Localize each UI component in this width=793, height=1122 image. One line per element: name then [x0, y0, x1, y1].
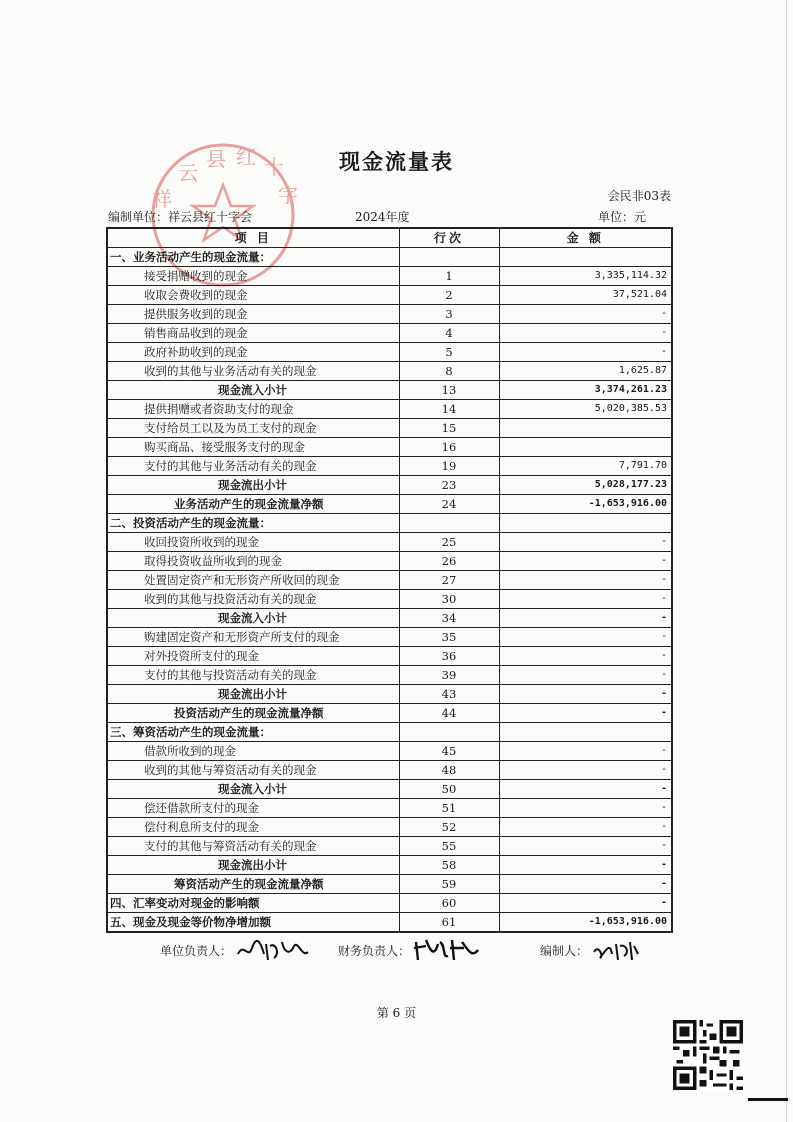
row-item: 收回投资所收到的现金: [107, 533, 399, 552]
row-amount: -: [499, 780, 672, 799]
table-row: [107, 742, 672, 761]
table-row: [107, 552, 672, 571]
report-year: 2024年度: [355, 210, 410, 224]
row-line-number: 8: [399, 362, 499, 381]
row-item: 提供服务收到的现金: [107, 305, 399, 324]
row-amount: [499, 723, 672, 742]
row-item: 收到的其他与筹资活动有关的现金: [107, 761, 399, 780]
table-row: [107, 856, 672, 875]
row-item: 现金流出小计: [107, 476, 399, 495]
document-title: 现金流量表: [339, 149, 454, 174]
svg-text:云: 云: [178, 161, 198, 185]
row-item: 三、筹资活动产生的现金流量：: [107, 723, 399, 742]
row-line-number: 19: [399, 457, 499, 476]
table-row: [107, 799, 672, 818]
row-amount: -: [499, 818, 672, 837]
row-line-number: 26: [399, 552, 499, 571]
svg-text:字: 字: [278, 183, 298, 207]
row-item: 偿还借款所支付的现金: [107, 799, 399, 818]
row-item: 收到的其他与业务活动有关的现金: [107, 362, 399, 381]
table-row: [107, 400, 672, 419]
row-amount: -: [499, 875, 672, 894]
row-line-number: 61: [399, 913, 499, 933]
preparer-label: 编制人：: [540, 943, 589, 958]
table-row: [107, 438, 672, 457]
table-row: [107, 381, 672, 400]
row-amount: -: [499, 571, 672, 590]
table-row: [107, 248, 672, 267]
row-line-number: [399, 723, 499, 742]
row-item: 购建固定资产和无形资产所支付的现金: [107, 628, 399, 647]
row-amount: 5,020,385.53: [499, 400, 672, 419]
table-row: [107, 704, 672, 723]
table-row: [107, 514, 672, 533]
row-item: 四、汇率变动对现金的影响额: [107, 894, 399, 913]
table-row: [107, 875, 672, 894]
table-row: [107, 666, 672, 685]
row-item: 借款所收到的现金: [107, 742, 399, 761]
cash-flow-table: [106, 227, 673, 933]
row-line-number: 50: [399, 780, 499, 799]
qr-code: [673, 1020, 743, 1090]
row-item: 现金流出小计: [107, 856, 399, 875]
table-row: [107, 837, 672, 856]
row-line-number: 55: [399, 837, 499, 856]
unit-head-handwritten-signature: [234, 936, 314, 964]
row-line-number: [399, 248, 499, 267]
row-amount: 37,521.04: [499, 286, 672, 305]
table-row: [107, 571, 672, 590]
row-amount: 3,335,114.32: [499, 267, 672, 286]
row-line-number: 51: [399, 799, 499, 818]
row-line-number: 14: [399, 400, 499, 419]
row-item: 购买商品、接受服务支付的现金: [107, 438, 399, 457]
row-amount: -: [499, 856, 672, 875]
svg-text:县: 县: [206, 147, 226, 171]
row-item: 接受捐赠收到的现金: [107, 267, 399, 286]
row-amount: -: [499, 552, 672, 571]
table-row: [107, 590, 672, 609]
table-row: [107, 685, 672, 704]
row-line-number: 27: [399, 571, 499, 590]
row-item: 政府补助收到的现金: [107, 343, 399, 362]
preparer-signature: [540, 936, 640, 964]
table-row: [107, 362, 672, 381]
row-line-number: 44: [399, 704, 499, 723]
row-amount: -: [499, 343, 672, 362]
row-amount: -: [499, 647, 672, 666]
row-line-number: 39: [399, 666, 499, 685]
table-row: [107, 457, 672, 476]
row-line-number: 2: [399, 286, 499, 305]
row-item: 现金流入小计: [107, 780, 399, 799]
row-line-number: 48: [399, 761, 499, 780]
row-amount: [499, 419, 672, 438]
row-amount: -: [499, 742, 672, 761]
row-item: 处置固定资产和无形资产所收回的现金: [107, 571, 399, 590]
row-item: 现金流入小计: [107, 609, 399, 628]
table-row: [107, 609, 672, 628]
row-amount: 7,791.70: [499, 457, 672, 476]
row-line-number: 16: [399, 438, 499, 457]
row-item: 筹资活动产生的现金流量净额: [107, 875, 399, 894]
row-item: 取得投资收益所收到的现金: [107, 552, 399, 571]
row-item: 销售商品收到的现金: [107, 324, 399, 343]
table-row: [107, 818, 672, 837]
row-line-number: 24: [399, 495, 499, 514]
row-line-number: 3: [399, 305, 499, 324]
row-line-number: 34: [399, 609, 499, 628]
table-row: [107, 647, 672, 666]
row-amount: -: [499, 761, 672, 780]
row-amount: 1,625.87: [499, 362, 672, 381]
row-amount: -: [499, 837, 672, 856]
row-amount: [499, 514, 672, 533]
svg-text:十: 十: [264, 155, 284, 179]
page-number: 第 6 页: [376, 1006, 417, 1020]
row-item: 支付给员工以及为员工支付的现金: [107, 419, 399, 438]
row-item: 支付的其他与业务活动有关的现金: [107, 457, 399, 476]
reporting-unit: 编制单位：祥云县红十字会: [108, 210, 253, 224]
form-code: 会民非03表: [607, 189, 671, 203]
row-item: 五、现金及现金等价物净增加额: [107, 913, 399, 933]
row-item: 支付的其他与投资活动有关的现金: [107, 666, 399, 685]
unit-head-signature: [160, 936, 314, 964]
row-item: 现金流入小计: [107, 381, 399, 400]
row-amount: -1,653,916.00: [499, 913, 672, 933]
row-item: 一、业务活动产生的现金流量：: [107, 248, 399, 267]
svg-text:红: 红: [236, 145, 256, 169]
table-header-row: [107, 228, 672, 248]
table-row: [107, 324, 672, 343]
row-amount: -: [499, 324, 672, 343]
row-amount: 3,374,261.23: [499, 381, 672, 400]
svg-text:祥: 祥: [152, 187, 172, 211]
row-line-number: 15: [399, 419, 499, 438]
row-line-number: 13: [399, 381, 499, 400]
finance-head-handwritten-signature: [412, 936, 482, 964]
row-line-number: 5: [399, 343, 499, 362]
row-item: 现金流出小计: [107, 685, 399, 704]
table-row: [107, 495, 672, 514]
row-line-number: 35: [399, 628, 499, 647]
row-item: 对外投资所支付的现金: [107, 647, 399, 666]
unit-head-label: 单位负责人：: [160, 943, 233, 958]
row-item: 投资活动产生的现金流量净额: [107, 704, 399, 723]
row-item: 收到的其他与投资活动有关的现金: [107, 590, 399, 609]
table-row: [107, 476, 672, 495]
header-line: 行次: [399, 228, 499, 248]
row-line-number: 59: [399, 875, 499, 894]
table-row: [107, 343, 672, 362]
row-line-number: 58: [399, 856, 499, 875]
header-amount: 金 额: [499, 228, 672, 248]
table-row: [107, 419, 672, 438]
row-line-number: 30: [399, 590, 499, 609]
row-amount: [499, 248, 672, 267]
row-item: 偿付利息所支付的现金: [107, 818, 399, 837]
row-amount: -: [499, 685, 672, 704]
table-row: [107, 780, 672, 799]
row-line-number: 60: [399, 894, 499, 913]
table-row: [107, 305, 672, 324]
row-item: 收取会费收到的现金: [107, 286, 399, 305]
row-amount: [499, 438, 672, 457]
table-row: [107, 894, 672, 913]
currency-unit: 单位：元: [598, 210, 647, 224]
row-amount: -: [499, 894, 672, 913]
row-line-number: 45: [399, 742, 499, 761]
scan-mark: [748, 1098, 788, 1101]
header-item: 项 目: [107, 228, 399, 248]
row-amount: -1,653,916.00: [499, 495, 672, 514]
row-line-number: 52: [399, 818, 499, 837]
row-line-number: 1: [399, 267, 499, 286]
row-amount: -: [499, 666, 672, 685]
table-row: [107, 628, 672, 647]
row-line-number: 43: [399, 685, 499, 704]
row-item: 业务活动产生的现金流量净额: [107, 495, 399, 514]
row-line-number: 25: [399, 533, 499, 552]
table-row: [107, 267, 672, 286]
finance-head-signature: [338, 936, 482, 964]
row-line-number: 4: [399, 324, 499, 343]
row-amount: 5,028,177.23: [499, 476, 672, 495]
row-line-number: [399, 514, 499, 533]
row-amount: -: [499, 305, 672, 324]
table-row: [107, 723, 672, 742]
row-item: 提供捐赠或者资助支付的现金: [107, 400, 399, 419]
row-line-number: 36: [399, 647, 499, 666]
row-item: 二、投资活动产生的现金流量：: [107, 514, 399, 533]
finance-head-label: 财务负责人：: [338, 943, 411, 958]
row-amount: -: [499, 704, 672, 723]
table-row: [107, 761, 672, 780]
table-row: [107, 286, 672, 305]
preparer-handwritten-signature: [590, 936, 640, 964]
row-item: 支付的其他与筹资活动有关的现金: [107, 837, 399, 856]
row-amount: -: [499, 609, 672, 628]
row-amount: -: [499, 799, 672, 818]
row-amount: -: [499, 590, 672, 609]
row-amount: -: [499, 628, 672, 647]
row-line-number: 23: [399, 476, 499, 495]
table-row: [107, 913, 672, 933]
table-row: [107, 533, 672, 552]
row-amount: -: [499, 533, 672, 552]
